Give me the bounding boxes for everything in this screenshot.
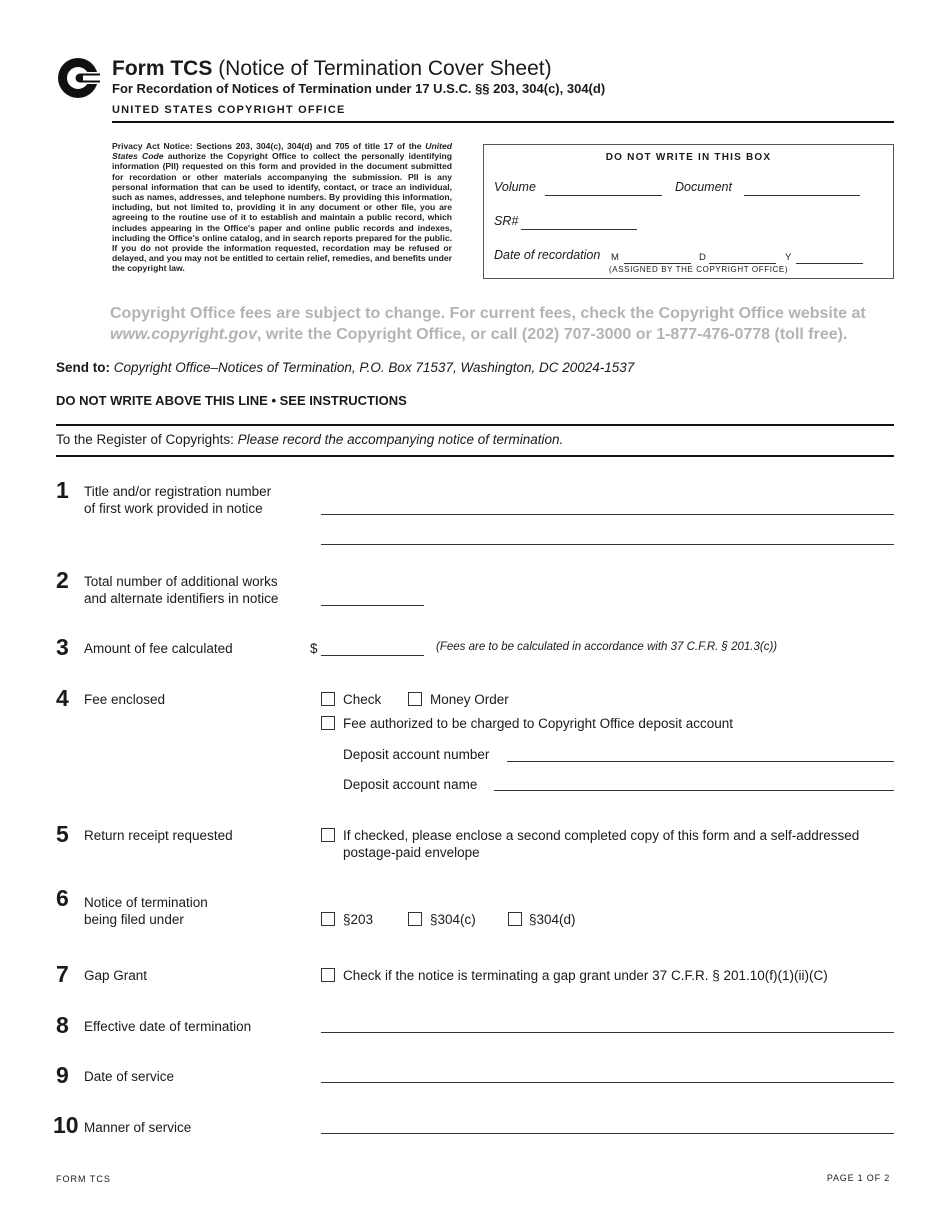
item-number: 1 [56,477,69,503]
office-name: UNITED STATES COPYRIGHT OFFICE [112,104,346,116]
office-use-heading: DO NOT WRITE IN THIS BOX [605,152,772,163]
item-2-label: Total number of additional works and alternate identifiers in notice [84,574,279,606]
money-order-checkbox[interactable] [408,692,422,706]
day-field [709,263,776,264]
section-304c-label: §304(c) [430,912,476,927]
item-number: 9 [56,1062,69,1088]
footer-page-number: PAGE 1 OF 2 [826,1173,890,1183]
item-7-label: Gap Grant [84,968,148,983]
deposit-account-label: Fee authorized to be charged to Copyright Office deposit account [343,716,733,731]
sr-label: SR# [494,214,519,228]
volume-field [545,195,662,196]
item-number: 2 [56,567,69,593]
item-number: 5 [56,821,69,847]
document-label: Document [675,180,732,194]
form-title: Form TCS (Notice of Termination Cover Sheet) [112,57,552,80]
assigned-note: (ASSIGNED BY THE COPYRIGHT OFFICE) [609,265,789,274]
footer-form-code: FORM TCS [56,1174,111,1184]
date-of-service-field[interactable] [321,1082,894,1083]
item-number: 8 [56,1012,69,1038]
fee-calculation-note: (Fees are to be calculated in accordance with 37 C.F.R. § 201.3(c)) [436,641,778,653]
section-203-label: §203 [343,912,374,927]
item-number: 7 [56,961,69,987]
effective-date-field[interactable] [321,1032,894,1033]
item-10-label: Manner of service [84,1120,192,1135]
item-8-label: Effective date of termination [84,1019,252,1034]
money-order-label: Money Order [430,692,509,707]
do-not-write-above-line: DO NOT WRITE ABOVE THIS LINE • SEE INSTRUCTIONS [56,393,407,408]
day-label: D [699,252,706,263]
currency-symbol: $ [310,641,318,656]
header-rule [112,121,894,123]
year-field [796,263,863,264]
office-use-box [483,144,894,279]
item-number: 3 [56,634,69,660]
return-receipt-checkbox[interactable] [321,828,335,842]
send-to-address: Send to: Copyright Office–Notices of Termination, P.O. Box 71537, Washington, DC 20024-1537 [56,360,635,375]
manner-of-service-field[interactable] [321,1133,894,1134]
section-rule-bottom [56,455,894,457]
fee-amount-field[interactable] [321,655,424,656]
item-number: 4 [56,685,69,711]
year-label: Y [785,252,792,263]
check-label: Check [343,692,382,707]
item-1-label: Title and/or registration number of first work provided in notice [84,484,272,516]
deposit-account-name-label: Deposit account name [343,777,478,792]
item-number: 10 [53,1112,79,1138]
sr-field [521,229,637,230]
form-recordation-line: For Recordation of Notices of Termination under 17 U.S.C. §§ 203, 304(c), 304(d) [112,81,606,96]
section-304d-checkbox[interactable] [508,912,522,926]
title-field-line-2[interactable] [321,544,894,545]
document-field [744,195,860,196]
section-203-checkbox[interactable] [321,912,335,926]
deposit-account-name-field[interactable] [494,790,894,791]
item-3-label: Amount of fee calculated [84,641,233,656]
item-number: 6 [56,885,69,911]
privacy-act-notice: Privacy Act Notice: Sections 203, 304(c), 304(d) and 705 of title 17 of the United States Code authorize the Copyright Office to collect the personally identifying information (PII) requested on this form and provided in the document submitted for recordation or other materials accompanying the submission. PII is any personal information that can be used to identify, contact, or trace an individual, such as names, addresses, and telephone numbers. By providing this information, including, but not limited to, providing it in any document or other file, you are agreeing to the routine use of it to establish and maintain a public record, which includes appearing in the Office's paper and online public records and indexes, including the Office's online catalog, and in search reports prepared for the public. If you do not provide the information requested, recordation may be refused or delayed, and you may not be entitled to certain relief, remedies, and benefits under the copyright law. [112,141,452,274]
item-9-label: Date of service [84,1069,175,1084]
deposit-account-checkbox[interactable] [321,716,335,730]
deposit-account-number-field[interactable] [507,761,894,762]
gap-grant-text: Check if the notice is terminating a gap grant under 37 C.F.R. § 201.10(f)(1)(ii)(C) [343,968,828,983]
volume-label: Volume [494,180,536,194]
section-304d-label: §304(d) [529,912,576,927]
section-304c-checkbox[interactable] [408,912,422,926]
fees-notice: Copyright Office fees are subject to change. For current fees, check the Copyright Office website at www.copyright.gov, write the Copyright Office, or call (202) 707-3000 or 1-877-476-0778 (toll free). [110,305,866,343]
section-rule-top [56,424,894,426]
deposit-account-number-label: Deposit account number [343,747,490,762]
date-of-recordation-label: Date of recordation [494,248,601,262]
copyright-office-logo [56,56,100,100]
gap-grant-checkbox[interactable] [321,968,335,982]
additional-works-field[interactable] [321,605,424,606]
item-4-label: Fee enclosed [84,692,166,707]
return-receipt-text: If checked, please enclose a second completed copy of this form and a self-addressed postage-paid envelope [343,828,860,860]
item-6-label: Notice of termination being filed under [84,895,208,927]
month-label: M [611,252,619,263]
register-request: To the Register of Copyrights: Please record the accompanying notice of termination. [56,432,564,447]
check-checkbox[interactable] [321,692,335,706]
title-field-line-1[interactable] [321,514,894,515]
month-field [624,263,691,264]
item-5-label: Return receipt requested [84,828,233,843]
